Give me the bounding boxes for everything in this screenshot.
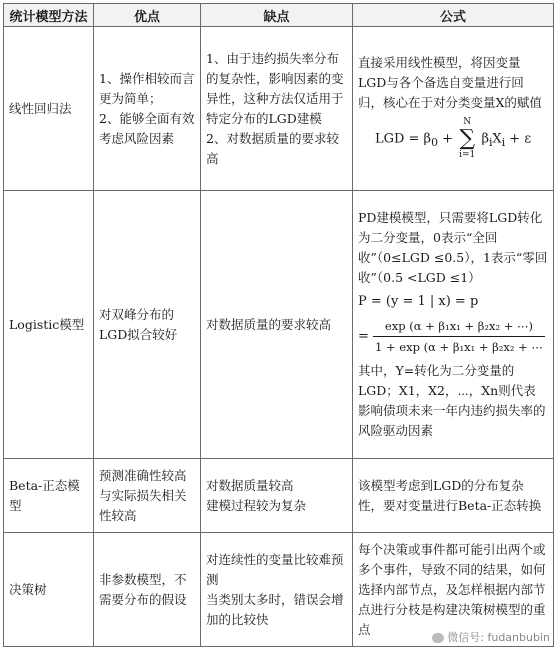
cons-text: 对数据质量较高 建模过程较为复杂	[206, 477, 307, 513]
header-cons: 缺点	[201, 4, 353, 27]
logistic-equals: =	[358, 329, 369, 344]
formula-cell: 每个决策或事件都可能引出两个或多个事件，导致不同的结果，如何选择内部节点，及怎样根据内部节点进行分枝是构建决策树模型的重点	[353, 533, 554, 647]
watermark	[432, 629, 550, 645]
formula-x-sub: i	[501, 135, 506, 149]
logistic-fraction	[373, 316, 545, 357]
header-method: 统计模型方法	[4, 4, 94, 27]
lgd-models-table	[3, 3, 554, 647]
cons-text: 对连续性的变量比较难预测 当类别太多时，错误会增加的比较快	[206, 551, 344, 627]
sum-lower: i=1	[459, 149, 476, 160]
formula-description: PD建模模型，只需要将LGD转化为二分变量，0表示“全回收”（0≤LGD ≤0.5），1表示“零回收”（0.5 <LGD ≤1）	[358, 210, 548, 285]
pros-text: 1、操作相较而言更为简单； 2、能够全面有效考虑风险因素	[99, 70, 195, 146]
sum-upper: N	[463, 116, 472, 127]
linear-regression-formula	[358, 117, 548, 161]
logistic-numerator: exp (α + β₁x₁ + β₂x₂ + ⋯)	[373, 316, 545, 337]
formula-note: 其中，Y=转化为二分变量的LGD；X1，X2，⋯，Xn则代表影响债项未来一年内违约损失率的风险驱动因素	[358, 363, 546, 438]
header-row	[4, 4, 554, 27]
table-row	[4, 27, 554, 191]
cons-cell: 对数据质量的要求较高	[201, 191, 353, 459]
probability-formula: P = (y = 1 | x) = p	[358, 294, 479, 309]
table-row	[4, 459, 554, 533]
formula-plus: +	[442, 131, 453, 146]
method-cell: 线性回归法	[4, 27, 94, 191]
logistic-formula	[358, 316, 548, 357]
formula-x: X	[492, 131, 502, 146]
cons-cell	[201, 459, 353, 533]
formula-cell	[353, 191, 554, 459]
pros-cell: 非参数模型，不需要分布的假设	[94, 533, 201, 647]
formula-lhs: LGD = β	[374, 131, 432, 146]
table-row	[4, 191, 554, 459]
formula-cell	[353, 27, 554, 191]
method-cell: Beta-正态模型	[4, 459, 94, 533]
cons-cell	[201, 533, 353, 647]
formula-error-term: + ε	[509, 131, 532, 146]
header-formula: 公式	[353, 4, 554, 27]
method-cell: Logistic模型	[4, 191, 94, 459]
wechat-icon	[432, 633, 444, 643]
formula-beta: β	[481, 131, 489, 146]
logistic-denominator: 1 + exp (α + β₁x₁ + β₂x₂ + ⋯	[375, 340, 543, 354]
header-pros: 优点	[94, 4, 201, 27]
formula-description: 直接采用线性模型，将因变量LGD与各个备选自变量进行回归，核心在于对分类变量X的赋值	[358, 54, 542, 110]
cons-text: 1、由于违约损失率分布的复杂性，影响因素的变异性，这种方法仅适用于特定分布的LGD建模 2、对数据质量的要求较高	[206, 50, 344, 166]
pros-cell: 预测准确性较高与实际损失相关性较高	[94, 459, 201, 533]
summation-symbol	[459, 117, 475, 161]
formula-beta-sub: i	[488, 135, 493, 149]
method-cell: 决策树	[4, 533, 94, 647]
formula-cell: 该模型考虑到LGD的分布复杂性，要对变量进行Beta-正态转换	[353, 459, 554, 533]
sigma-icon: ∑	[459, 125, 476, 151]
watermark-text: 微信号: fudanbubin	[447, 631, 550, 644]
pros-cell: 对双峰分布的LGD拟合较好	[94, 191, 201, 459]
pros-cell	[94, 27, 201, 191]
cons-cell	[201, 27, 353, 191]
formula-sub: 0	[431, 135, 438, 149]
